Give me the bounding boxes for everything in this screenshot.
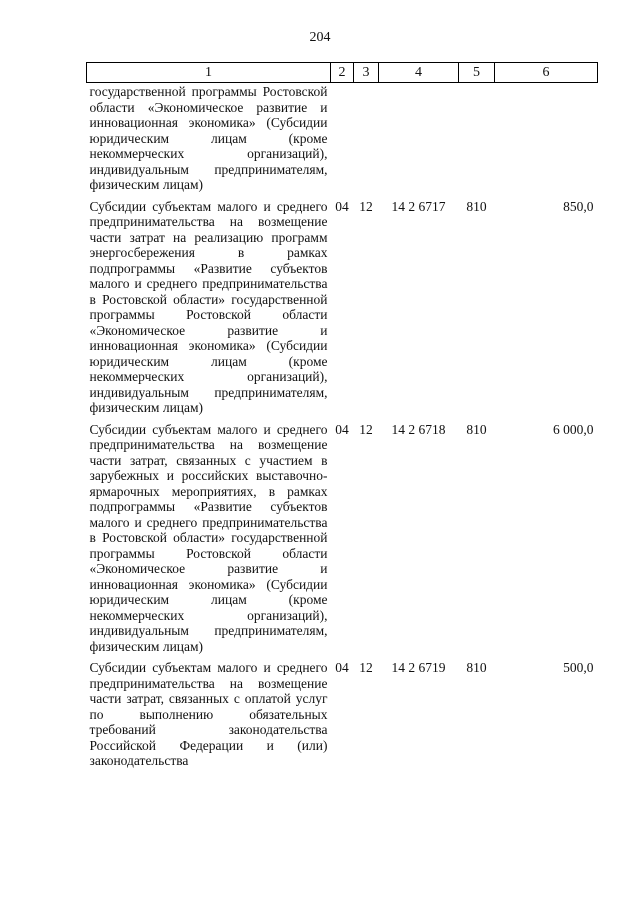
header-col-1: 1: [87, 63, 331, 83]
row-target-code: 14 2 6718: [391, 421, 446, 437]
row-expense-type: 810: [466, 660, 487, 675]
row-subsection: 12: [359, 660, 373, 675]
header-col-5: 5: [459, 63, 495, 83]
table-row: [87, 660, 598, 775]
header-col-3: 3: [354, 63, 379, 83]
budget-table: [86, 62, 598, 775]
page-number: 204: [309, 30, 331, 45]
header-col-4: 4: [379, 63, 459, 83]
table-row: [87, 83, 598, 199]
row-description: Субсидии субъектам малого и среднего предпринимательства на возмещение части затрат на реализацию программ энергосбережения в рамках подпрограммы «Развитие субъектов малого и среднего предпринимательства в Ростовской области» государственной программы Ростовской области «Экономическое развитие и инновационная экономика» (Субсидии юридическим лицам (кроме некоммерческих организаций), индивидуальным предпринимателям, физическим лицам): [89, 198, 328, 415]
row-amount: 850,0: [563, 198, 594, 214]
row-expense-type: 810: [466, 421, 487, 437]
table-row: [87, 199, 598, 422]
row-section: [331, 83, 354, 199]
row-target-code: [379, 83, 459, 199]
row-target-code: 14 2 6717: [391, 198, 446, 214]
row-section: 04: [335, 421, 349, 437]
row-amount: 500,0: [563, 660, 594, 675]
row-expense-type: 810: [466, 198, 487, 214]
row-subsection: [354, 83, 379, 199]
header-col-6: 6: [495, 63, 598, 83]
row-expense-type: [459, 83, 495, 199]
table-row: [87, 422, 598, 661]
row-target-code: 14 2 6719: [391, 660, 446, 675]
header-col-2: 2: [331, 63, 354, 83]
row-section: 04: [335, 660, 349, 675]
row-amount: 6 000,0: [553, 421, 594, 437]
row-description: Субсидии субъектам малого и среднего предпринимательства на возмещение части затрат, связанных с оплатой услуг по выполнению обязательных требований законодательства Российской Федерации и (или) законодательства: [89, 660, 328, 768]
row-description: государственной программы Ростовской области «Экономическое развитие и инновационная экономика» (Субсидии юридическим лицам (кроме некоммерческих организаций), индивидуальным предпринимателям, физическим лицам): [89, 84, 328, 192]
header-row: [87, 63, 598, 83]
row-subsection: 12: [359, 421, 373, 437]
row-section: 04: [335, 198, 349, 214]
row-description: Субсидии субъектам малого и среднего предпринимательства на возмещение части затрат, связанных с участием в зарубежных и российских выставочно-ярмарочных мероприятиях, в рамках подпрограммы «Развитие субъектов малого и среднего предпринимательства в Ростовской области» государственной программы Ростовской области «Экономическое развитие и инновационная экономика» (Субсидии юридическим лицам (кроме некоммерческих организаций), индивидуальным предпринимателям, физическим лицам): [89, 421, 328, 654]
row-subsection: 12: [359, 198, 373, 214]
row-amount: [495, 83, 598, 199]
